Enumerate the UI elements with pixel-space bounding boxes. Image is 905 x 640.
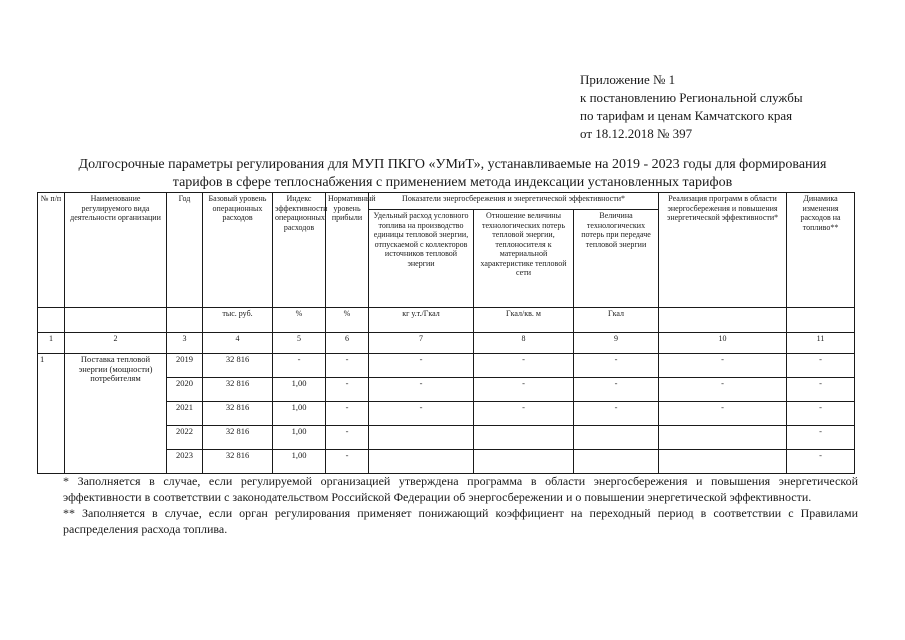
- col-number: 5: [273, 333, 326, 354]
- header-num: № п/п: [38, 193, 65, 308]
- appendix-line: по тарифам и ценам Камчатского края: [580, 108, 793, 123]
- col-number: 8: [474, 333, 574, 354]
- cell-base-costs: 32 816: [203, 402, 273, 426]
- col-number: 3: [167, 333, 203, 354]
- cell-tech-losses: -: [574, 402, 659, 426]
- cell-year: 2019: [167, 354, 203, 378]
- cell-base-costs: 32 816: [203, 426, 273, 450]
- cell-tech-losses: -: [574, 378, 659, 402]
- cell-loss-ratio: [474, 450, 574, 474]
- cell-profit-level: -: [326, 402, 369, 426]
- appendix-block: [580, 71, 880, 143]
- cell-fuel-rate: -: [369, 402, 474, 426]
- col-number: 10: [659, 333, 787, 354]
- activity-name: Поставка тепловой энергии (мощности) потребителям: [65, 354, 167, 474]
- cell-tech-losses: [574, 426, 659, 450]
- header-base-costs: Базовый уровень операционных расходов: [203, 193, 273, 308]
- header-loss-ratio: Отношение величины технологических потерь тепловой энергии, теплоносителя к материальной характеристике тепловой сети: [474, 210, 574, 308]
- cell-dynamics: -: [787, 426, 855, 450]
- title-line-2: тарифов в сфере теплоснабжения с применением метода индексации установленных тарифов: [172, 175, 733, 190]
- cell-base-costs: 32 816: [203, 450, 273, 474]
- row-number: 1: [38, 354, 65, 474]
- cell-loss-ratio: -: [474, 378, 574, 402]
- header-energy-group: Показатели энергосбережения и энергетической эффективности*: [369, 193, 659, 210]
- cell-fuel-rate: [369, 450, 474, 474]
- cell-programs: -: [659, 354, 787, 378]
- col-number: 6: [326, 333, 369, 354]
- header-fuel-rate: Удельный расход условного топлива на производство единицы тепловой энергии, отпускаемой с коллекторов источников тепловой энергии: [369, 210, 474, 308]
- cell-base-costs: 32 816: [203, 378, 273, 402]
- unit-efficiency-index: %: [273, 308, 326, 333]
- cell-tech-losses: -: [574, 354, 659, 378]
- unit-cell: [659, 308, 787, 333]
- cell-fuel-rate: [369, 426, 474, 450]
- header-profit-level: Нормативный уровень прибыли: [326, 193, 369, 308]
- unit-tech-losses: Гкал: [574, 308, 659, 333]
- cell-profit-level: -: [326, 450, 369, 474]
- col-number: 1: [38, 333, 65, 354]
- appendix-line: к постановлению Региональной службы: [580, 90, 803, 105]
- cell-dynamics: -: [787, 378, 855, 402]
- cell-programs: -: [659, 378, 787, 402]
- unit-cell: [65, 308, 167, 333]
- header-activity: Наименование регулируемого вида деятельности организации: [65, 193, 167, 308]
- cell-efficiency-index: 1,00: [273, 450, 326, 474]
- header-year: Год: [167, 193, 203, 308]
- header-dynamics: Динамика изменения расходов на топливо**: [787, 193, 855, 308]
- cell-dynamics: -: [787, 450, 855, 474]
- cell-loss-ratio: -: [474, 402, 574, 426]
- cell-programs: [659, 426, 787, 450]
- unit-cell: [787, 308, 855, 333]
- unit-base-costs: тыс. руб.: [203, 308, 273, 333]
- unit-loss-ratio: Гкал/кв. м: [474, 308, 574, 333]
- cell-loss-ratio: [474, 426, 574, 450]
- cell-efficiency-index: -: [273, 354, 326, 378]
- appendix-line: Приложение № 1: [580, 72, 676, 87]
- cell-year: 2021: [167, 402, 203, 426]
- title-line-1: Долгосрочные параметры регулирования для МУП ПКГО «УМиТ», устанавливаемые на 2019 - 2023 годы для формирования: [78, 157, 827, 172]
- footnote-1: * Заполняется в случае, если регулируемой организацией утверждена программа в области энергосбережения и повышения энергетической эффективности в соответствии с законодательством Российской Федерации об энергосбережении и о повышении энергетической эффективности.: [63, 474, 858, 504]
- cell-year: 2020: [167, 378, 203, 402]
- cell-profit-level: -: [326, 354, 369, 378]
- cell-programs: -: [659, 402, 787, 426]
- col-number: 11: [787, 333, 855, 354]
- cell-fuel-rate: -: [369, 378, 474, 402]
- cell-efficiency-index: 1,00: [273, 402, 326, 426]
- header-efficiency-index: Индекс эффективности операционных расходов: [273, 193, 326, 308]
- cell-dynamics: -: [787, 354, 855, 378]
- header-programs: Реализация программ в области энергосбережения и повышения энергетической эффективности*: [659, 193, 787, 308]
- col-number: 4: [203, 333, 273, 354]
- cell-efficiency-index: 1,00: [273, 426, 326, 450]
- parameters-table: [37, 192, 855, 474]
- header-tech-losses: Величина технологических потерь при передаче тепловой энергии: [574, 210, 659, 308]
- unit-profit-level: %: [326, 308, 369, 333]
- unit-cell: [167, 308, 203, 333]
- col-number: 7: [369, 333, 474, 354]
- cell-efficiency-index: 1,00: [273, 378, 326, 402]
- cell-year: 2023: [167, 450, 203, 474]
- table-row: [38, 354, 855, 378]
- cell-year: 2022: [167, 426, 203, 450]
- document-title: [30, 156, 875, 192]
- footnote-2: ** Заполняется в случае, если орган регулирования применяет понижающий коэффициент на переходный период в соответствии с Правилами распределения расхода топлива.: [63, 506, 858, 536]
- appendix-line: от 18.12.2018 № 397: [580, 126, 693, 141]
- cell-base-costs: 32 816: [203, 354, 273, 378]
- col-number: 9: [574, 333, 659, 354]
- unit-cell: [38, 308, 65, 333]
- footnotes: [33, 473, 858, 537]
- col-number: 2: [65, 333, 167, 354]
- unit-fuel-rate: кг у.т./Гкал: [369, 308, 474, 333]
- cell-profit-level: -: [326, 378, 369, 402]
- cell-profit-level: -: [326, 426, 369, 450]
- cell-programs: [659, 450, 787, 474]
- cell-dynamics: -: [787, 402, 855, 426]
- cell-tech-losses: [574, 450, 659, 474]
- cell-loss-ratio: -: [474, 354, 574, 378]
- cell-fuel-rate: -: [369, 354, 474, 378]
